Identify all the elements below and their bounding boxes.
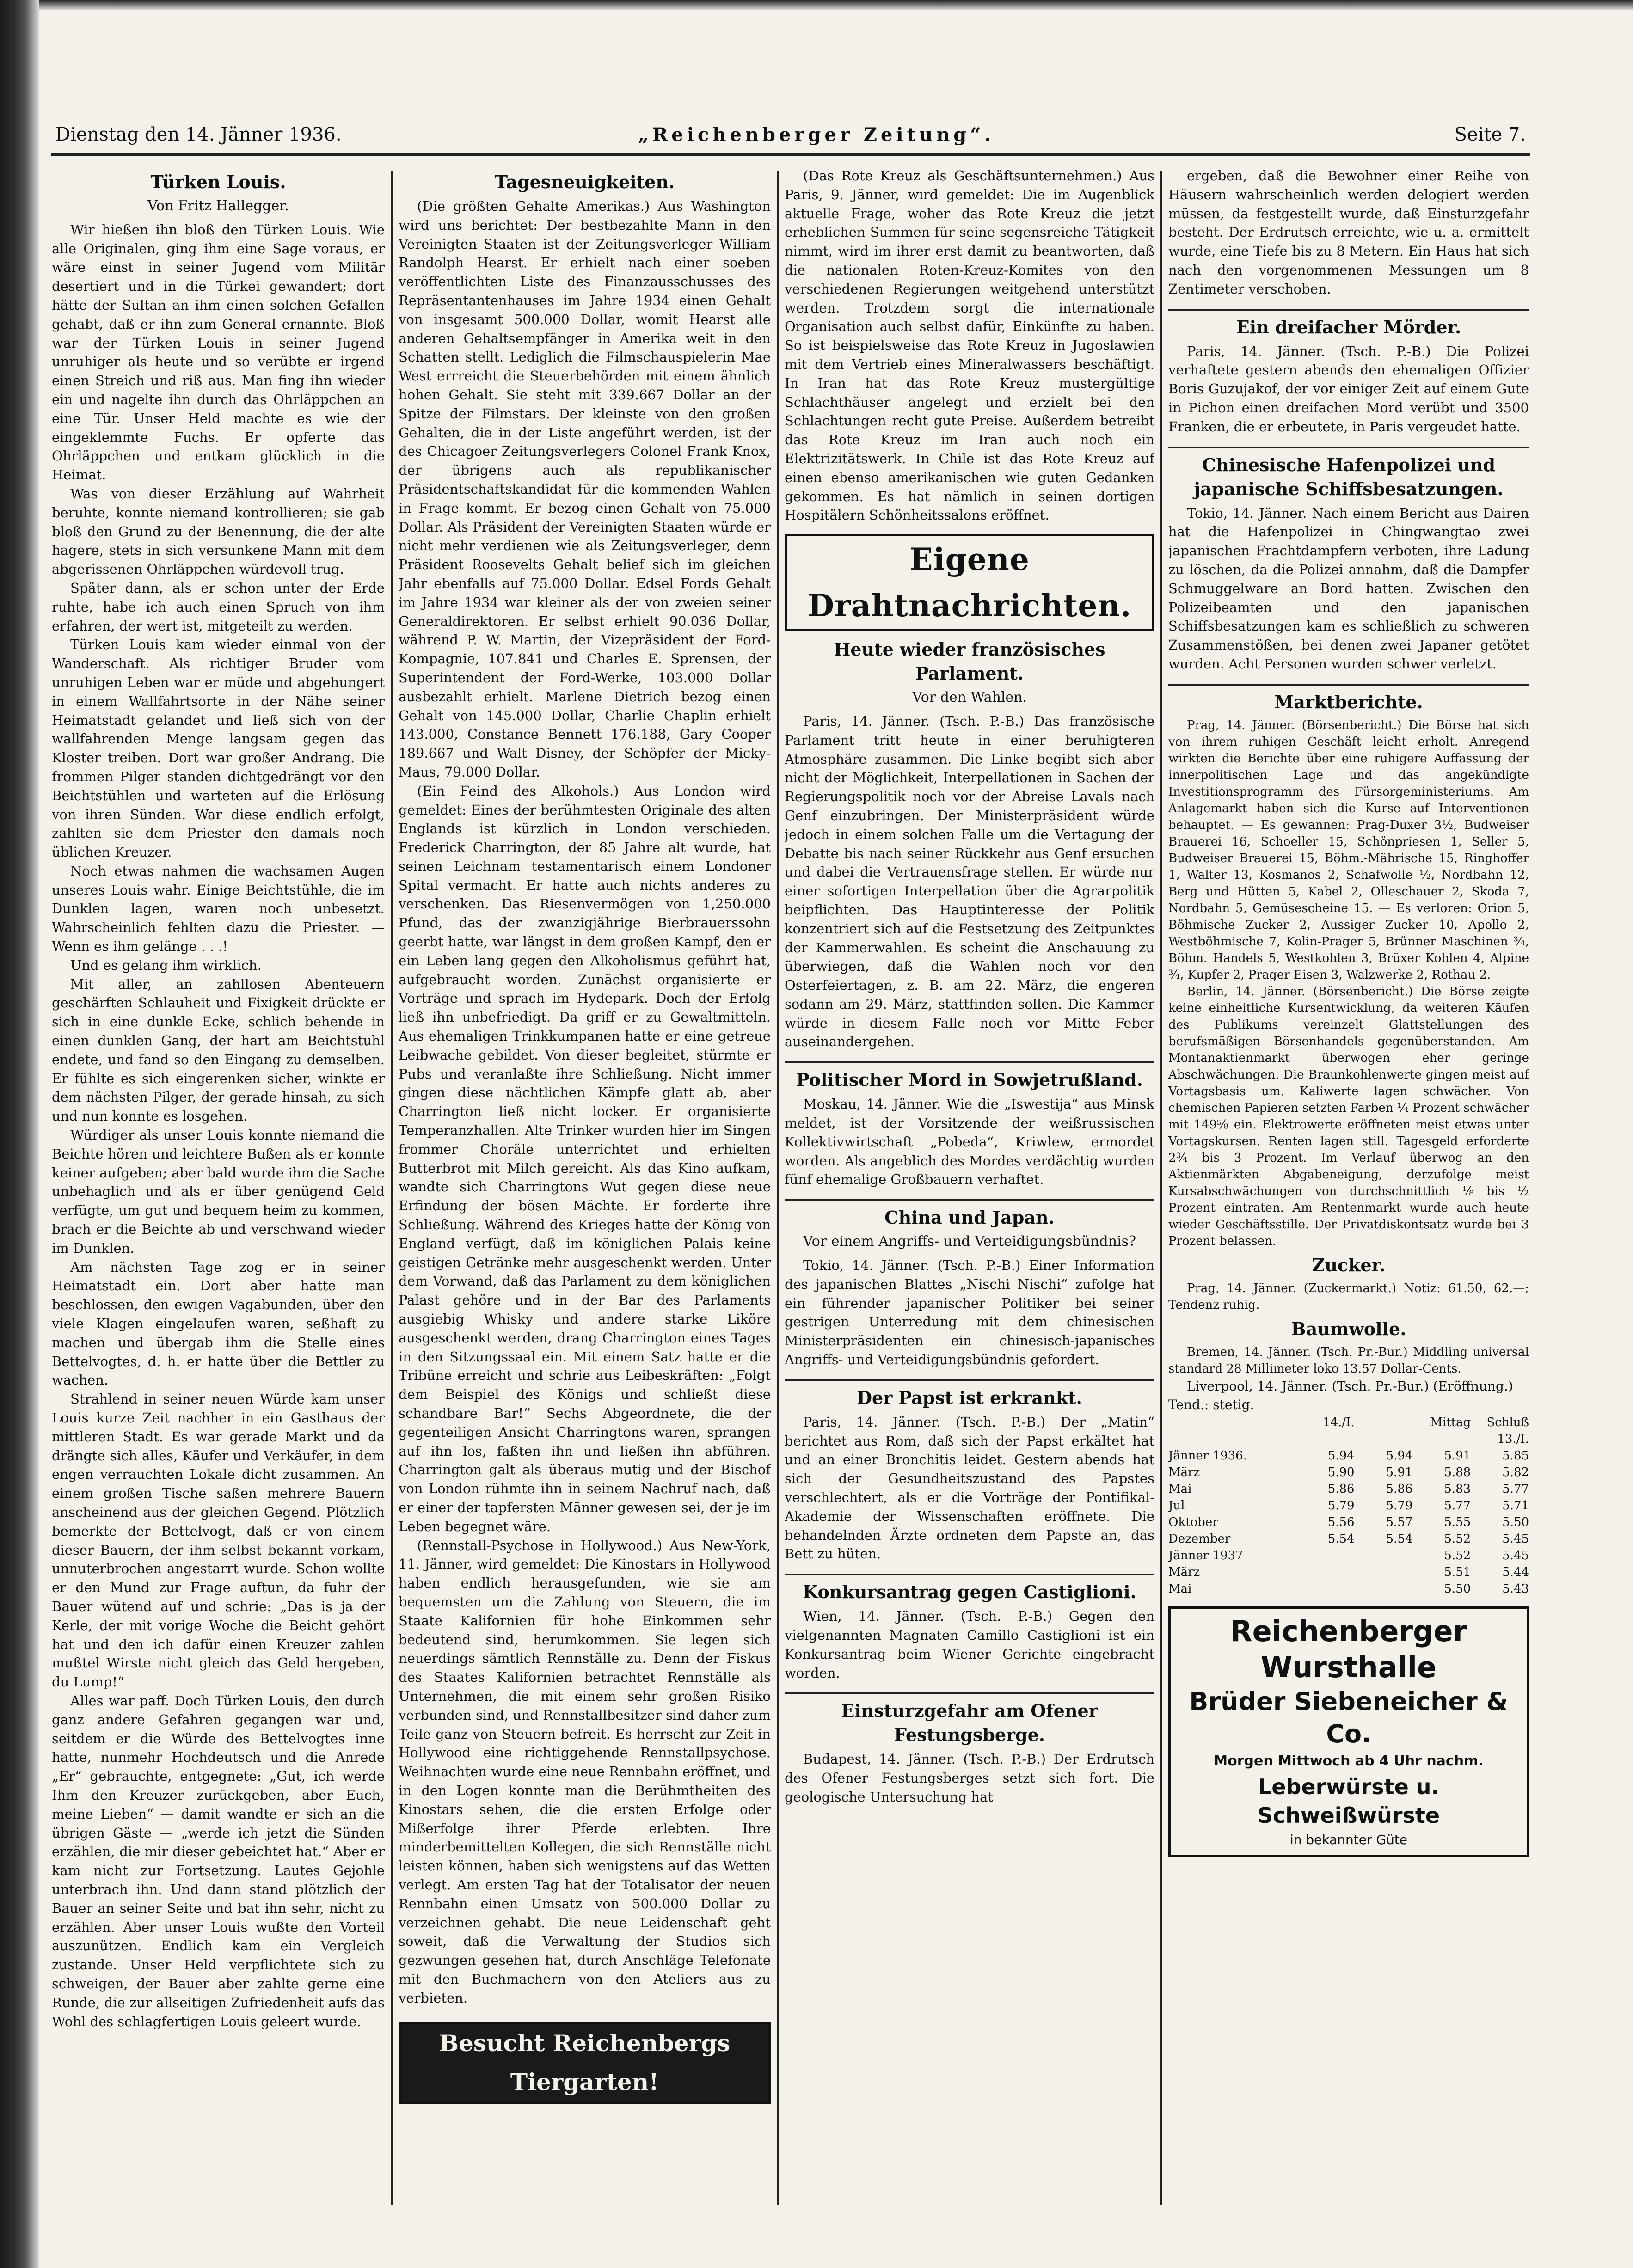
paragraph: Alles war paff. Doch Türken Louis, den durch ganz andere Gefahren gegangen war und, seitdem er die Würde des Bettelvogtes inne hatte, nunmehr Hochdeutsch und die Anrede „Er“ gebrauchte, entgegnete: „Gut, ich werde Ihm den Kreuzer zurückgeben, aber Euch, meine Lieben“ — damit wandte er sich an die übrigen Gäste — „werde ich jetzt die Sünden erzählen, die mir dieser gebeichtet hat.“ Aber er kam nicht zur Fortsetzung. Lautes Gejohle unterbrach ihn. Und dann stand plötzlich der Bauer an seiner Seite und bat ihn sehr, nicht zu erzählen. Aber unser Louis wußte den Vorteil auszunützen. Endlich kam ein Vergleich zustande. Unser Held verpflichtete sich zu schweigen, der Bauer aber zahlte gerne eine Runde, die zur allseitigen Zufriedenheit aufs das Wohl des schlagfertigen Louis geleert wurde. bbox=[52, 1692, 385, 2029]
paragraph: Prag, 14. Jänner. (Börsenbericht.) Die Börse hat sich von ihrem ruhigen Geschäft leicht erholt. Anregend wirkten die Berichte über eine ruhigere Auffassung der innerpolitischen Lage und das angekündigte Investitionsprogramm des Fürsorgeministeriums. Am Anlagemarkt haben sich die Kurse auf Interventionen behauptet. — Es gewannen: Prag-Duxer 3½, Budweiser Brauerei 16, Schoeller 15, Schönpriesen 1, Seller 5, Budweiser Brauerei 15, Böhm.-Mährische 15, Ringhoffer 1, Walter 13, Kosmanos 2, Schafwolle ½, Nordbahn 12, Berg und Hütten 5, Kabel 2, Olleschauer 2, Skoda 7, Nordbahn 5, Gemüsescheine 15. — Es verloren: Orion 5, Böhmische Zucker 2, Aussiger Zucker 10, Apollo 2, Westböhmische 7, Kolin-Prager 5, Brünner Maschinen ¾, Böhm. Handels 5, Westkohlen 3, Brüxer Kohlen 4, Alpine ¾, Kupfer 2, Prager Eisen 3, Walzwerke 2, Rothau 2. bbox=[1168, 718, 1529, 982]
paragraph: Noch etwas nahmen die wachsamen Augen unseres Louis wahr. Einige Beichtstühle, die im Dunklen lagen, waren noch unbesetzt. Wahrscheinlich fehlten dazu die Priester. — Wenn es ihm gelänge . . .! bbox=[52, 863, 385, 955]
table-row bbox=[1168, 1547, 1529, 1564]
column-1 bbox=[52, 166, 385, 2201]
table-cell: 5.85 bbox=[1502, 1448, 1529, 1463]
header-rule bbox=[51, 153, 1530, 156]
table-cell: 5.71 bbox=[1502, 1498, 1529, 1513]
article-title: Heute wieder französisches Parlament. bbox=[834, 639, 1105, 684]
paragraph: (Rennstall-Psychose in Hollywood.) Aus New-York, 11. Jänner, wird gemeldet: Die Kinostars in Hollywood haben endlich herausgefunden, wie sie am bequemsten um die Zahlung von Steuern, die im Staate Kalifornien für hohe Einkommen sehr bedeutend sind, herumkommen. Sie legen sich neuerdings sämtlich Rennställe zu. Denn der Fiskus des Staates Kalifornien betrachtet Rennställe als Unternehmen, die mit einem sehr großen Risiko verbunden sind, und Rennstallbesitzer sind daher zum Teile ganz von Steuern befreit. Es herrscht zur Zeit in Hollywood eine richtiggehende Rennstallpsychose. Weihnachten wurde eine neue Rennbahn eröffnet, und in den Logen konnte man die Berühmtheiten des Kinostars sehen, die die ersten Erfolge oder Mißerfolge ihrer Pferde erlebten. Ihre minderbemittelten Kollegen, die sich Rennställe nicht leisten können, haben sich wenigstens auf das Wetten verlegt. Am ersten Tag hat der Totalisator der neuen Rennbahn einen Umsatz von 500.000 Dollar zu verzeichnen gehabt. Die neue Leidenschaft geht soweit, daß die Verwaltung der Studios sich gezwungen gesehen hat, durch Anschläge Telefonate mit den Buchmachern von den Ateliers aus zu verbieten. bbox=[399, 1537, 771, 2006]
table-cell: 5.57 bbox=[1386, 1515, 1413, 1529]
article-separator bbox=[785, 1199, 1154, 1201]
paragraph: Mit aller, an zahllosen Abenteuern geschärften Schlauheit und Fixigkeit drückte er sich in eine dunkle Ecke, schlich behende in einen dunklen Gang, der hart am Beichtstuhl endete, und fand so den Eingang zu demselben. Er fühlte es sich eingerenken sicher, winkte er dem nächsten Pilger, der gerade hinsah, zu sich und nun konnte es losgehen. bbox=[52, 976, 385, 1124]
table-cell: 5.51 bbox=[1444, 1565, 1471, 1579]
table-cell bbox=[1355, 1564, 1413, 1581]
column-3 bbox=[785, 166, 1154, 2201]
table-cell bbox=[1296, 1564, 1355, 1581]
paragraph: Später dann, als er schon unter der Erde ruhte, habe ich auch einen Spruch von ihm erfahren, der wert ist, mitgeteilt zu werden. bbox=[52, 580, 385, 634]
paragraph: Würdiger als unser Louis konnte niemand die Beichte hören und leichtere Bußen als er konnte keiner aufgeben; aber bald wurde ihm die Sache unbehaglich und als er über genügend Geld verfügte, um gut und bequem heim zu kommen, brach er die Beichte ab und verschwand wieder im Dunklen. bbox=[52, 1127, 385, 1256]
column-2 bbox=[399, 166, 771, 2201]
article-separator bbox=[785, 1061, 1154, 1063]
paragraph: Wir hießen ihn bloß den Türken Louis. Wie alle Originalen, ging ihm eine Sage voraus, er wäre einst in seiner Jugend vom Militär desertiert und in die Türkei gewandert; dort hätte der Sultan an ihm einen solchen Gefallen gehabt, daß er ihn zum General ernannte. Bloß war der Türken Louis in seiner Jugend unruhiger als heute und so verübte er irgend einen Streich und riß aus. Man fing ihn wieder ein und nagelte ihn durch das Ohrläppchen an eine Tür. Unser Held machte es wie der eingeklemmte Fuchs. Er opferte das Ohrläppchen und entkam glücklich in die Heimat. bbox=[52, 221, 385, 483]
table-cell: 5.91 bbox=[1444, 1448, 1471, 1463]
table-cell: Mai bbox=[1168, 1482, 1192, 1496]
paragraph: (Ein Feind des Alkohols.) Aus London wird gemeldet: Eines der berühmtesten Originale des alten Englands ist kürzlich in London verschieden. Frederick Charrington, der 85 Jahre alt wurde, hat seinen Leichnam testamentarisch einem Londoner Spital vermacht. Er hatte auch nichts anderes zu verschenken. Das Riesenvermögen von 1,250.000 Pfund, das der zwanzigjährige Bierbrauerssohn geerbt hatte, war längst in dem großen Kampf, den er ein Leben lang gegen den Alkoholismus geführt hat, aufgebraucht worden. Zunächst organisierte er Vorträge und sprach im Hydepark. Doch der Erfolg ließ ihn unbefriedigt. Da griff er zu Gewaltmitteln. Aus ehemaligen Trinkkumpanen hatte er eine getreue Leibwache gebildet. Von dieser begleitet, stürmte er Pubs und veranlaßte ihre Schließung. Nicht immer gingen diese nächtlichen Kämpfe glatt ab, aber Charrington ließ nicht locker. Er organisierte Temperanzhallen. Alte Trinker wurden hier im Singen frommer Choräle unterrichtet und erhielten Butterbrot mit Milch gereicht. Als das Kino aufkam, wandte sich Charringtons Wut gegen diese neue Erfindung der bösen Mächte. Er forderte ihre Schließung. Während des Krieges hatte der König von England verfügt, daß im königlichen Palais keine geistigen Getränke mehr ausgeschenkt werden. Unter dem Vorwand, daß das Parlament zu dem königlichen Palast gehöre und in der Bar des Parlaments ausgiebig Whisky und andere starke Liköre ausgeschenkt werden, drang Charrington eines Tages in den Sitzungssaal ein. Mit einem Satz hatte er die Tribüne erreicht und schrie aus Leibeskräften: „Folgt dem Beispiel des Königs und schließt diese schandbare Bar!“ Sechs Abgeordnete, die der gegenteiligen Ansicht Charringtons waren, sprangen auf ihn los, faßten ihn und ließen ihn abführen. Charrington galt als überaus mutig und der Bischof von London rühmte ihn in seinem Nachruf nach, daß er einer der tapfersten Männer gewesen sei, der je im Leben begegnet wäre. bbox=[399, 783, 771, 1534]
table-cell: Dezember bbox=[1168, 1532, 1231, 1546]
ad-time: Morgen Mittwoch ab 4 Uhr nachm. bbox=[1214, 1753, 1484, 1769]
cotton-price-table bbox=[1168, 1414, 1529, 1597]
paragraph: Prag, 14. Jänner. (Zuckermarkt.) Notiz: 61.50, 62.—; Tendenz ruhig. bbox=[1168, 1281, 1529, 1312]
table-cell: 5.90 bbox=[1327, 1465, 1355, 1479]
paragraph: Bremen, 14. Jänner. (Tsch. Pr.-Bur.) Middling universal standard 28 Millimeter loko 13.57 Dollar-Cents. bbox=[1168, 1345, 1529, 1376]
article-title: Konkursantrag gegen Castiglioni. bbox=[803, 1581, 1136, 1603]
paragraph: Türken Louis kam wieder einmal von der Wanderschaft. Als richtiger Bruder vom unruhigen Leben war er müde und abgehungert in einem Wallfahrtsorte in der Nähe seiner Heimatstadt gelandet und ließ sich von der wallfahrenden Menge langsam gegen das Kloster treiben. Dort war großer Andrang. Die frommen Pilger standen dichtgedrängt vor den Beichtstühlen und warteten auf die Erlösung von ihren Sünden. War diese endlich erfolgt, zahlten sie dem Priester den damals noch üblichen Kreuzer. bbox=[52, 637, 385, 860]
table-cell: 5.52 bbox=[1444, 1548, 1471, 1563]
article-byline: Von Fritz Hallegger. bbox=[147, 198, 289, 214]
paragraph: Strahlend in seiner neuen Würde kam unser Louis kurze Zeit nachher in ein Gasthaus der mittleren Stadt. Es war gerade Markt und da drängte sich alles, Käufer und Verkäufer, in dem engen verrauchten Lokale dicht zusammen. An einem großen Tische saßen mehrere Bauern anscheinend aus der gleichen Gegend. Plötzlich bemerkte der Bettelvogt, daß er von einem dieser Bauern, der ihm selbst bekannt vorkam, unnuterbrochen angestarrt wurde. Schon wollte er den Mund zur Frage auftun, da fuhr der Bauer wütend auf und schrie: „Das is ja der Kerle, der mit vorige Woche die Beicht gehört hat und den ich dafür einen Kreuzer zahlen mußtel Wirste nicht gleich das Geld hergeben, du Lump!“ bbox=[52, 1391, 385, 1690]
section-title-baumwolle: Baumwolle. bbox=[1291, 1318, 1406, 1339]
paragraph: Berlin, 14. Jänner. (Börsenbericht.) Die Börse zeigte keine einheitliche Kursentwicklung, da weiteren Käufen des Publikums vereinzelt Glattstellungen des berufsmäßigen Börsenhandels gegenüberstanden. Am Montanaktienmarkt überwogen eher geringe Abschwächungen. Die Braunkohlenwerte gingen meist auf Vortagsbasis um. Kaliwerte lagen schwächer. Von chemischen Papieren setzten Farben ¼ Prozent schwächer mit 149⅝ ein. Elektrowerte eröffneten meist etwas unter Vortagskursen. Renten lagen still. Tagesgeld erforderte 2¾ bis 3 Prozent. Im Verlauf überwog an den Aktienmärkten Abgabeneigung, derzufolge meist Kursabschwächungen von durchschnittlich ⅛ bis ½ Prozent eintraten. Am Rentenmarkt wurde auch heute wieder Geschäftsstille. Der Privatdiskontsatz wurde bei 3 Prozent belassen. bbox=[1168, 984, 1529, 1248]
paragraph: Tokio, 14. Jänner. (Tsch. P.-B.) Einer Information des japanischen Blattes „Nischi Nischi“ zufolge hat ein führender japanischer Politiker bei seiner gestrigen Unterredung mit dem chinesischen Ministerpräsidenten ein chinesisch-japanisches Angriffs- und Verteidigungsbündnis gefordert. bbox=[785, 1257, 1154, 1368]
table-cell: 5.86 bbox=[1386, 1482, 1413, 1496]
table-cell: 5.43 bbox=[1502, 1581, 1529, 1596]
article-title: Ein dreifacher Mörder. bbox=[1236, 316, 1461, 337]
table-cell: 5.50 bbox=[1444, 1581, 1471, 1596]
paragraph: (Das Rote Kreuz als Geschäftsunternehmen.) Aus Paris, 9. Jänner, wird gemeldet: Die im Augenblick aktuelle Frage, woher das Rote Kreuz die jetzt erheblichen Summen für seine segensreiche Tätigkeit nimmt, wird im ihrer erst damit zu beantworten, daß die nationalen Roten-Kreuz-Komites von den verschiedenen Regierungen weitgehend unterstützt werden. Trotzdem sorgt die internationale Organisation auch selbst dafür, Einkünfte zu haben. So ist beispielsweise das Rote Kreuz in Jugoslawien mit dem Vertrieb eines Mineralwassers beschäftigt. In Iran hat das Rote Kreuz mustergültige Schlachthäuser angelegt und erzielt bei den Schlachtungen recht gute Preise. Außerdem betreibt das Rote Kreuz im Iran auch noch ein Elektrizitätswerk. In Chile ist das Rote Kreuz auf einen ebenso amerikanischen wie guten Gedanken gekommen. Es hat nämlich in seinen dortigen Hospitälern Schönheitssalons eröffnet. bbox=[785, 168, 1154, 523]
table-cell: 5.94 bbox=[1386, 1448, 1413, 1463]
table-cell: 5.45 bbox=[1502, 1548, 1529, 1563]
header-paper-name: „Reichenberger Zeitung“. bbox=[638, 124, 995, 146]
table-cell: 5.54 bbox=[1386, 1532, 1413, 1546]
table-cell: Mai bbox=[1168, 1581, 1192, 1596]
table-cell: 5.77 bbox=[1502, 1482, 1529, 1496]
table-row bbox=[1168, 1464, 1529, 1481]
table-cell: 5.54 bbox=[1327, 1532, 1355, 1546]
table-cell: Jul bbox=[1168, 1498, 1185, 1513]
section-title-zucker: Zucker. bbox=[1312, 1254, 1386, 1275]
article-title: Der Papst ist erkrankt. bbox=[857, 1387, 1082, 1408]
paragraph: Liverpool, 14. Jänner. (Tsch. Pr.-Bur.) (Eröffnung.) Tend.: stetig. bbox=[1168, 1378, 1513, 1412]
table-row bbox=[1168, 1514, 1529, 1531]
table-cell: Oktober bbox=[1168, 1515, 1218, 1529]
table-cell: 5.79 bbox=[1327, 1498, 1355, 1513]
article-separator bbox=[785, 1692, 1154, 1694]
article-title: Einsturzgefahr am Ofener Festungsberge. bbox=[841, 1700, 1098, 1746]
table-cell bbox=[1355, 1581, 1413, 1597]
article-subtitle: Vor einem Angriffs- und Verteidigungsbündnis? bbox=[803, 1233, 1136, 1250]
column-4 bbox=[1168, 166, 1529, 2201]
paragraph: Budapest, 14. Jänner. (Tsch. P.-B.) Der Erdrutsch des Ofener Festungsberges setzt sich fort. Die geologische Untersuchung hat bbox=[785, 1751, 1154, 1805]
table-cell: 5.77 bbox=[1444, 1498, 1471, 1513]
table-row bbox=[1168, 1531, 1529, 1547]
paragraph: Was von dieser Erzählung auf Wahrheit beruhte, konnte niemand kontrollieren; sie gab bloß den Grund zu der Benennung, die der alte hagere, stets in sich versunkene Mann mit dem abgerissenen Ohrläppchen würdevoll trug. bbox=[52, 485, 385, 577]
table-header-cell bbox=[1355, 1414, 1413, 1447]
paragraph: Wien, 14. Jänner. (Tsch. P.-B.) Gegen den vielgenannten Magnaten Camillo Castiglioni ist ein Konkursantrag beim Wiener Gerichte eingebracht worden. bbox=[785, 1608, 1154, 1681]
table-header-cell bbox=[1168, 1414, 1296, 1447]
section-title-marktberichte: Marktberichte. bbox=[1274, 691, 1423, 712]
article-title: China und Japan. bbox=[884, 1207, 1055, 1228]
table-cell: 5.83 bbox=[1444, 1482, 1471, 1496]
table-cell: 5.52 bbox=[1444, 1532, 1471, 1546]
article-title: Türken Louis. bbox=[150, 172, 286, 192]
table-row bbox=[1168, 1481, 1529, 1497]
table-row bbox=[1168, 1581, 1529, 1597]
table-cell bbox=[1355, 1547, 1413, 1564]
header-page-number: Seite 7. bbox=[1454, 124, 1526, 145]
table-cell: 5.94 bbox=[1327, 1448, 1355, 1463]
table-row bbox=[1168, 1497, 1529, 1514]
column-rule-3 bbox=[1160, 171, 1162, 2205]
article-subtitle: Vor den Wahlen. bbox=[912, 689, 1027, 706]
table-header-cell: 14./I. bbox=[1322, 1415, 1355, 1429]
table-cell bbox=[1296, 1547, 1355, 1564]
article-separator bbox=[1168, 447, 1529, 448]
table-cell: Jänner 1937 bbox=[1168, 1548, 1243, 1563]
paragraph: Tokio, 14. Jänner. Nach einem Bericht aus Dairen hat die Hafenpolizei in Chingwangtao zwei japanischen Frachtdampfern verboten, ihre Ladung zu löschen, da die Polizei annahm, daß die Dampfer Schmuggelware an Bord hatten. Zwischen den Polizeibeamten und den japanischen Schiffsbesatzungen kam es schließlich zu schweren Zusammenstößen, bei denen zwei Japaner getötet wurden. Acht Personen wurden schwer verletzt. bbox=[1168, 505, 1529, 672]
paragraph: Moskau, 14. Jänner. Wie die „Iswestija“ aus Minsk meldet, ist der Vorsitzende der weißrussischen Kollektivwirtschaft „Pobeda“, Kriwlew, ermordet worden. Als angeblich des Mordes verdächtig wurden fünf ehemalige Großbauern verhaftet. bbox=[785, 1096, 1154, 1188]
table-cell: 5.55 bbox=[1444, 1515, 1471, 1529]
scan-edge-top bbox=[0, 0, 1633, 10]
table-cell: 5.45 bbox=[1502, 1532, 1529, 1546]
paragraph: Paris, 14. Jänner. (Tsch. P.-B.) Das französische Parlament tritt heute in einer beruhigteren Atmosphäre zusammen. Die Linke begibt sich aber nicht der Möglichkeit, Interpellationen in Sachen der Regierungspolitik noch vor der Abreise Lavals nach Genf einzubringen. Der Ministerpräsident würde jedoch in einem solchen Falle um die Vertagung der Debatte bis nach seiner Rückkehr aus Genf ersuchen und dabei die Vertrauensfrage stellen. Er würde nur einer sofortigen Interpellation über die Agrarpolitik beipflichten. Das Hauptinteresse der Politik konzentriert sich auf die Festsetzung des Zeitpunktes der Kammerwahlen. Es scheint die Anschauung zu überwiegen, daß die Wahlen noch vor den Osterfeiertagen, z. B. am 22. März, die engeren sodann am 29. März, stattfinden sollen. Die Kammer würde in diesem Falle noch vor Mitte Feber auseinandergehen. bbox=[785, 713, 1154, 1050]
paragraph: (Die größten Gehalte Amerikas.) Aus Washington wird uns berichtet: Der bestbezahlte Mann in den Vereinigten Staaten ist der Zeitungsverleger William Randolph Hearst. Er erhielt nach einer soeben veröffentlichten Liste des Finanzausschusses des Repräsentantenhauses im Jahre 1934 einen Gehalt von insgesamt 500.000 Dollar, womit Hearst alle anderen Gehaltsempfänger in Amerika weit in den Schatten stellt. Lediglich die Filmschauspielerin Mae West errreicht die Steuerbehörden mit einem ähnlich hohen Gehalt. Sie steht mit 339.667 Dollar an der Spitze der Filmstars. Der kleinste von den großen Gehalten, die in der Liste angeführt werden, ist der des Chicagoer Zeitungsverlegers Colonel Frank Knox, der übrigens auch als republikanischer Präsidentschaftskandidat für die kommenden Wahlen in Frage kommt. Er bezog einen Gehalt von 75.000 Dollar. Als Präsident der Vereinigten Staaten würde er nicht mehr verdienen wie als Zeitungsverleger, denn Präsident Roosevelts Gehalt belief sich im gleichen Jahr ebenfalls auf 75.000 Dollar. Edsel Fords Gehalt im Jahre 1934 war kleiner als der von zweien seiner Generaldirektoren. Er selbst erhielt 90.036 Dollar, während P. W. Martin, der Vizepräsident der Ford-Kompagnie, 107.841 und Charles E. Sprensen, der Superintendent der Ford-Werke, 103.000 Dollar ausbezahlt erhielt. Marlene Dietrich bezog einen Gehalt von 145.000 Dollar, Charlie Chaplin erhielt 143.000, Constance Bennett 176.188, Gary Cooper 189.667 und Walt Disney, der Schöpfer der Micky-Maus, 79.000 Dollar. bbox=[399, 198, 771, 780]
table-cell: Jänner 1936. bbox=[1168, 1448, 1247, 1463]
ad-subtitle: Brüder Siebeneicher & Co. bbox=[1189, 1686, 1508, 1748]
table-cell bbox=[1296, 1581, 1355, 1597]
article-title: Chinesische Hafenpolizei und japanische Schiffsbesatzungen. bbox=[1194, 454, 1504, 499]
page-header bbox=[55, 124, 1526, 152]
table-cell: 5.56 bbox=[1327, 1515, 1355, 1529]
table-cell: 5.88 bbox=[1444, 1465, 1471, 1479]
ad-quality: in bekannter Güte bbox=[1289, 1832, 1408, 1847]
table-cell: 5.86 bbox=[1327, 1482, 1355, 1496]
table-row bbox=[1168, 1447, 1529, 1464]
table-cell: März bbox=[1168, 1465, 1200, 1479]
ad-title: Reichenberger Wursthalle bbox=[1230, 1614, 1467, 1684]
paragraph: Paris, 14. Jänner. (Tsch. P.-B.) Der „Matin“ berichtet aus Rom, daß sich der Papst erkältet hat und an einer Bronchitis leidet. Gestern abends hat sich der Gesundheitszustand des Papstes verschlechtert, als er die Vorträge der Pontifikal-Akademie der Wissenschaften eröffnete. Die behandelnden Ärzte ordneten dem Papste an, das Bett zu hüten. bbox=[785, 1414, 1154, 1562]
table-header-cell: Schluß 13./I. bbox=[1486, 1415, 1529, 1446]
advertisement-wursthalle bbox=[1168, 1606, 1529, 1857]
table-cell: 5.44 bbox=[1502, 1565, 1529, 1579]
article-separator bbox=[1168, 309, 1529, 311]
column-rule-2 bbox=[777, 171, 779, 2205]
article-title: Politischer Mord in Sowjetrußland. bbox=[796, 1069, 1143, 1091]
section-title-tagesneuigkeiten: Tagesneuigkeiten. bbox=[494, 172, 675, 192]
table-cell: 5.91 bbox=[1386, 1465, 1413, 1479]
table-cell: 5.82 bbox=[1502, 1465, 1529, 1479]
paragraph: Paris, 14. Jänner. (Tsch. P.-B.) Die Polizei verhaftete gestern abends den ehemaligen Offizier Boris Guzujakof, der vor einiger Zeit auf einem Gute in Pichon einen dreifachen Mord verübt und 3500 Franken, die er erbeutete, in Paris vergeudet hatte. bbox=[1168, 343, 1529, 435]
table-row bbox=[1168, 1564, 1529, 1581]
drahtnachrichten-banner: Eigene Drahtnachrichten. bbox=[785, 534, 1154, 631]
table-cell: 5.50 bbox=[1502, 1515, 1529, 1529]
ad-products: Leberwürste u. Schweißwürste bbox=[1257, 1774, 1440, 1828]
paragraph: Am nächsten Tage zog er in seiner Heimatstadt ein. Dort aber hatte man beschlossen, den ewigen Vagabunden, über den viele Klagen eingelaufen waren, seßhaft zu machen und übergab ihm die Stelle eines Bettelvogtes, d. h. er hatte über die Bettler zu wachen. bbox=[52, 1259, 385, 1388]
article-separator bbox=[785, 1574, 1154, 1575]
table-header-cell: Mittag bbox=[1430, 1415, 1471, 1429]
tiergarten-banner: Besucht Reichenbergs Tiergarten! bbox=[399, 2022, 771, 2104]
article-separator bbox=[1168, 684, 1529, 686]
table-cell: 5.79 bbox=[1386, 1498, 1413, 1513]
table-header bbox=[1168, 1414, 1529, 1447]
scan-edge-left bbox=[0, 0, 39, 2268]
paragraph: Und es gelang ihm wirklich. bbox=[70, 957, 262, 973]
article-separator bbox=[785, 1379, 1154, 1381]
paragraph: ergeben, daß die Bewohner einer Reihe von Häusern wahrscheinlich werden delogiert werden müssen, da festgestellt wurde, daß Einsturzgefahr besteht. Der Erdrutsch erreichte, wie u. a. ermittelt wurde, eine Tiefe bis zu 8 Metern. Ein Haus hat sich nach den vorgenommenen Messungen um 8 Zentimeter verschoben. bbox=[1168, 168, 1529, 297]
header-date: Dienstag den 14. Jänner 1936. bbox=[55, 124, 342, 145]
column-rule-1 bbox=[391, 171, 393, 2205]
table-cell: März bbox=[1168, 1565, 1200, 1579]
